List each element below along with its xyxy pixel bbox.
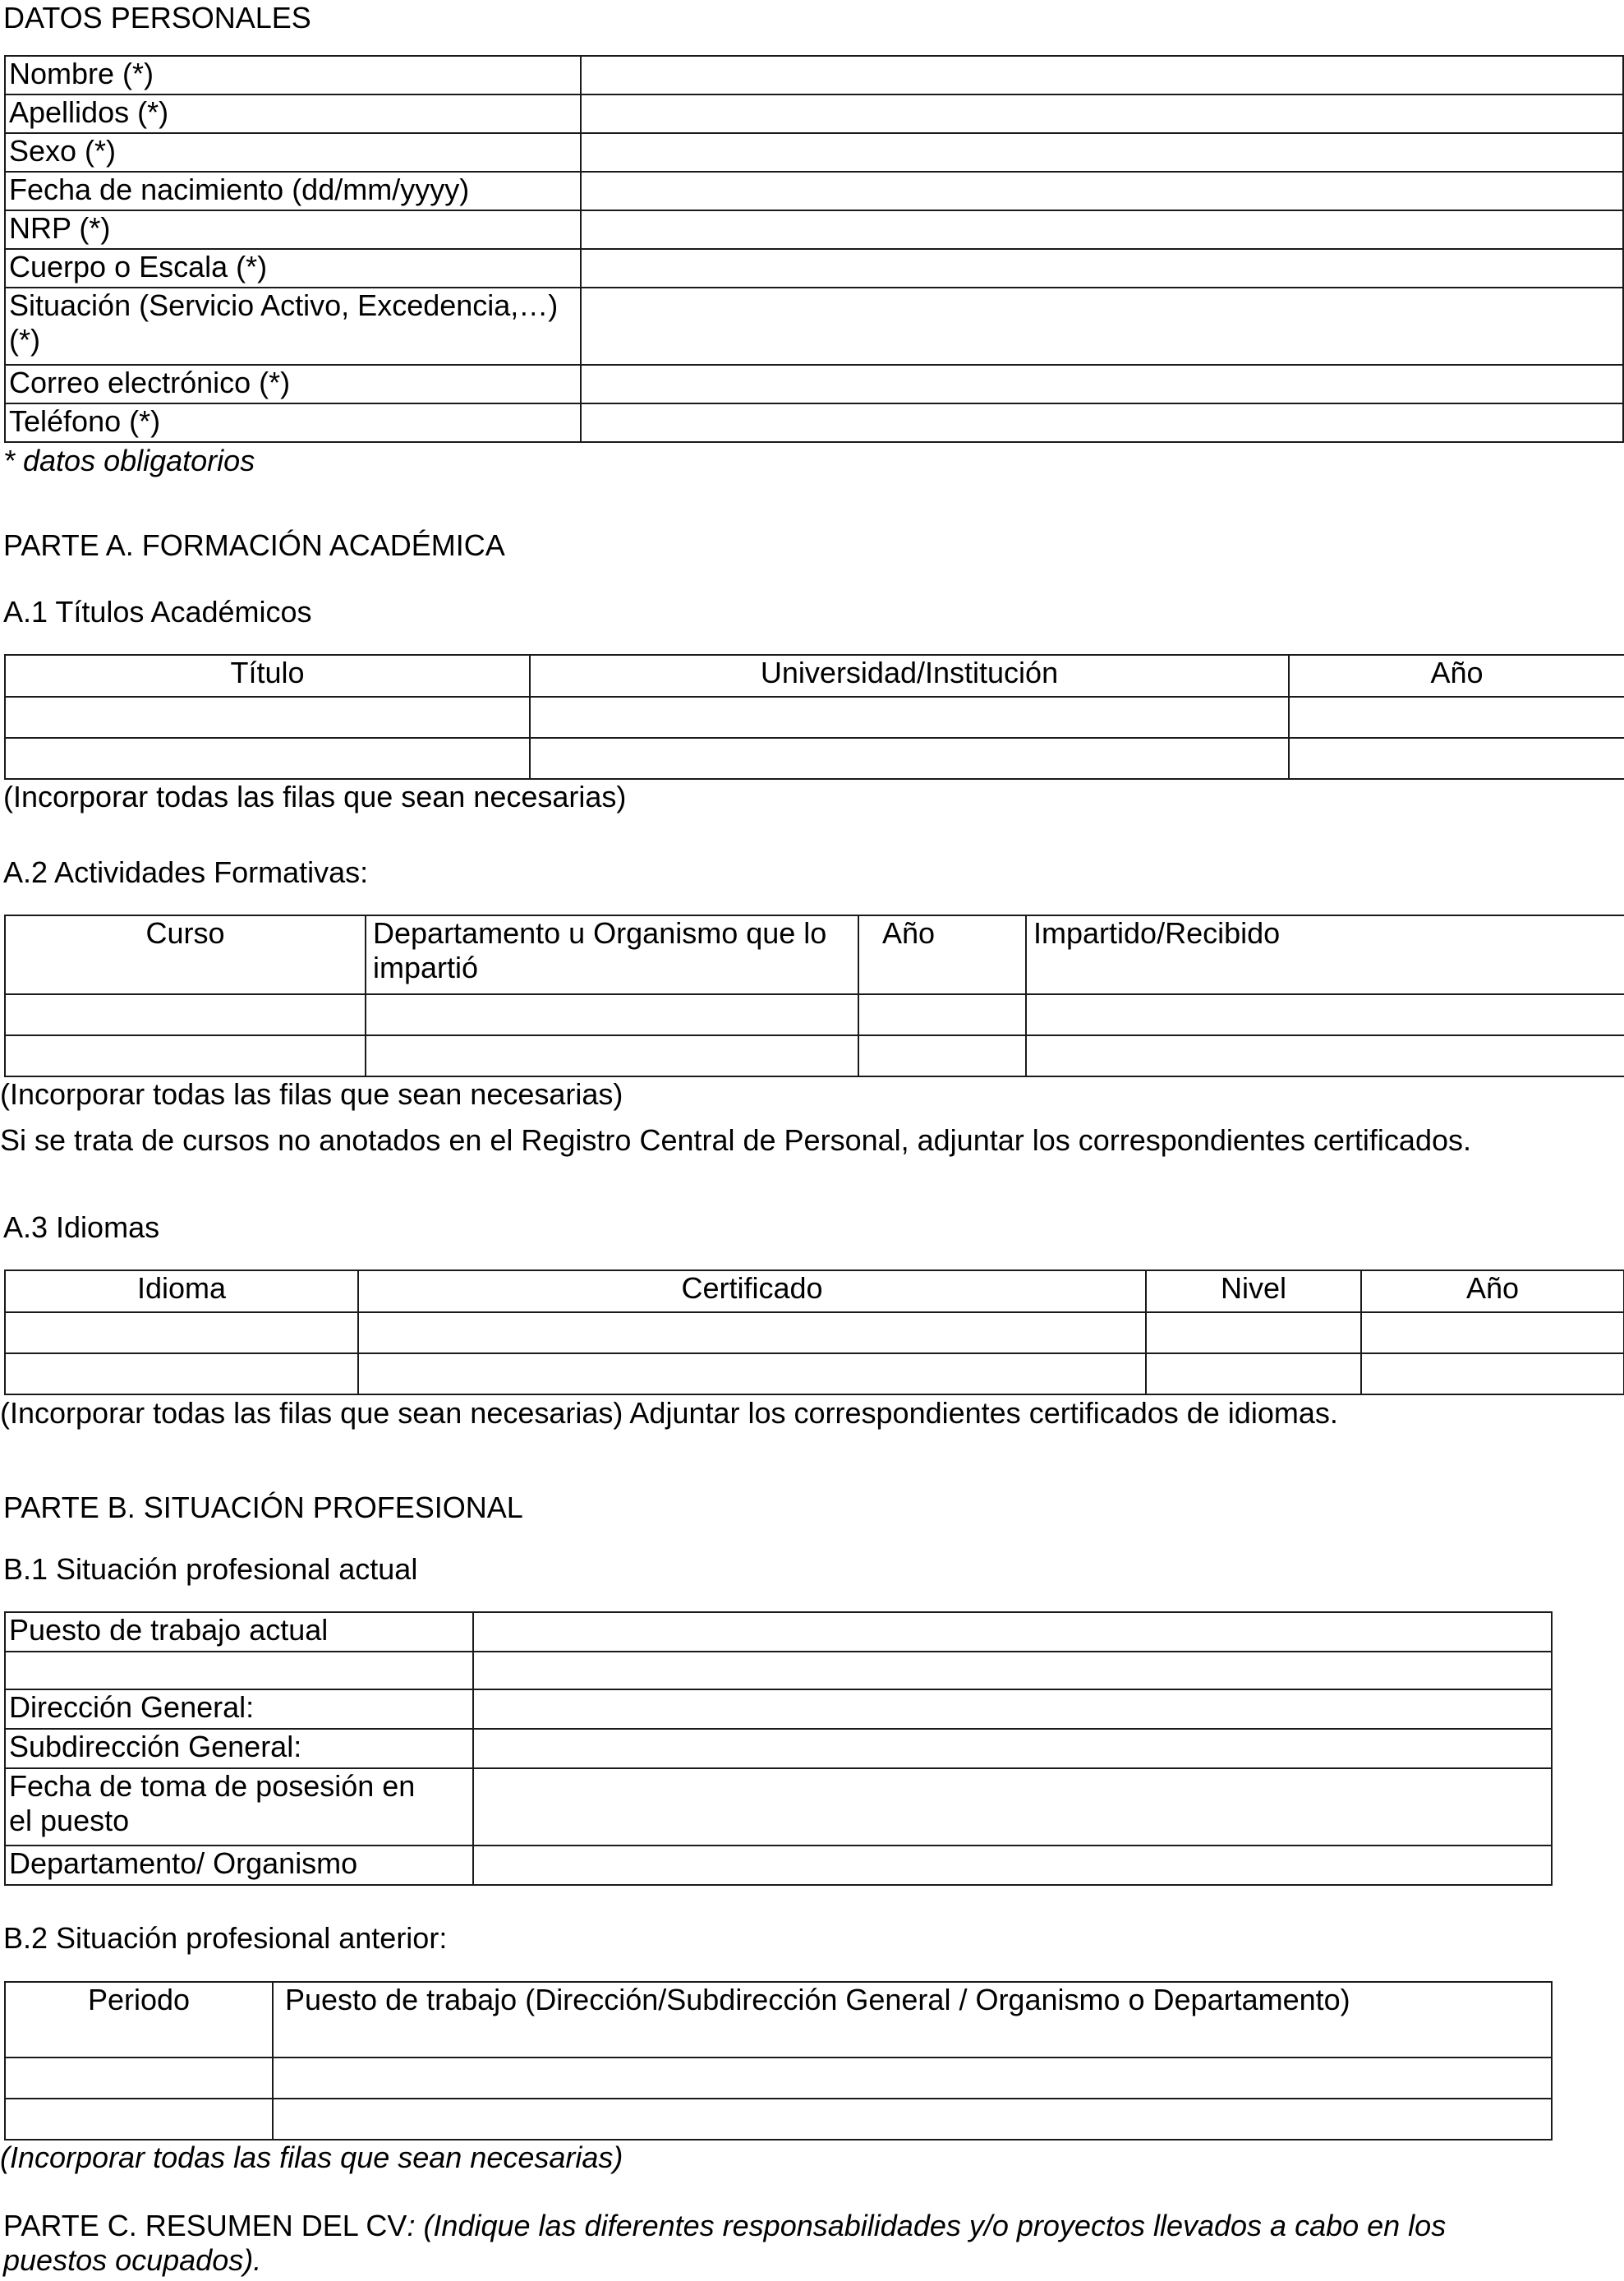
parte-a-heading: PARTE A. FORMACIÓN ACADÉMICA xyxy=(3,528,505,562)
field-label: Apellidos (*) xyxy=(5,94,581,133)
column-header: Año xyxy=(1361,1270,1624,1312)
table-cell[interactable] xyxy=(1146,1353,1361,1394)
parte-c-heading: PARTE C. RESUMEN DEL CV xyxy=(3,2209,407,2242)
table-cell[interactable] xyxy=(530,738,1289,779)
table-header-row xyxy=(5,915,1624,994)
field-value[interactable] xyxy=(473,1768,1552,1846)
table-cell[interactable] xyxy=(5,1353,358,1394)
datos-personales-heading: DATOS PERSONALES xyxy=(3,1,311,35)
table-cell[interactable] xyxy=(358,1312,1146,1353)
field-label: Fecha de toma de posesión en el puesto xyxy=(5,1768,473,1846)
situacion-anterior-note: (Incorporar todas las filas que sean necesarias) xyxy=(0,2140,623,2174)
situacion-actual-heading: B.1 Situación profesional actual xyxy=(3,1552,418,1586)
situacion-actual-table xyxy=(4,1611,1553,1886)
titulos-table xyxy=(4,654,1624,780)
column-header: Universidad/Institución xyxy=(530,655,1289,697)
parte-c-block xyxy=(3,2209,1548,2278)
field-label: Cuerpo o Escala (*) xyxy=(5,249,581,288)
table-cell[interactable] xyxy=(1026,1035,1624,1076)
situacion-anterior-heading: B.2 Situación profesional anterior: xyxy=(3,1921,448,1955)
table-cell[interactable] xyxy=(5,2058,273,2099)
field-label: Fecha de nacimiento (dd/mm/yyyy) xyxy=(5,172,581,210)
table-row xyxy=(5,365,1623,403)
field-value[interactable] xyxy=(581,133,1623,172)
table-cell[interactable] xyxy=(1361,1312,1624,1353)
table-cell[interactable] xyxy=(1289,697,1624,738)
table-row xyxy=(5,2099,1552,2140)
column-header: Puesto de trabajo (Dirección/Subdirección General / Organismo o Departamento) xyxy=(273,1982,1552,2058)
required-fields-note: * datos obligatorios xyxy=(3,444,255,477)
table-cell[interactable] xyxy=(5,697,530,738)
datos-personales-table xyxy=(4,55,1624,443)
table-cell[interactable] xyxy=(366,994,858,1035)
table-row xyxy=(5,1312,1624,1353)
field-value[interactable] xyxy=(473,1652,1552,1689)
column-header: Año xyxy=(1289,655,1624,697)
table-header-row xyxy=(5,1982,1552,2058)
table-header-row xyxy=(5,655,1624,697)
field-label: Teléfono (*) xyxy=(5,403,581,442)
table-cell[interactable] xyxy=(1289,738,1624,779)
field-label: Nombre (*) xyxy=(5,56,581,94)
parte-b-heading: PARTE B. SITUACIÓN PROFESIONAL xyxy=(3,1491,523,1524)
table-cell[interactable] xyxy=(358,1353,1146,1394)
table-row xyxy=(5,403,1623,442)
table-cell[interactable] xyxy=(5,738,530,779)
table-row xyxy=(5,738,1624,779)
column-header: Impartido/Recibido xyxy=(1026,915,1624,994)
field-label xyxy=(5,1652,473,1689)
table-cell[interactable] xyxy=(1026,994,1624,1035)
field-label: Situación (Servicio Activo, Excedencia,…) (*) xyxy=(5,288,581,365)
field-value[interactable] xyxy=(581,403,1623,442)
field-value[interactable] xyxy=(581,249,1623,288)
table-row xyxy=(5,133,1623,172)
idiomas-table xyxy=(4,1270,1624,1395)
column-header: Título xyxy=(5,655,530,697)
field-label: Subdirección General: xyxy=(5,1729,473,1768)
table-row xyxy=(5,1652,1552,1689)
field-value[interactable] xyxy=(473,1846,1552,1885)
titulos-heading: A.1 Títulos Académicos xyxy=(3,595,312,629)
table-cell[interactable] xyxy=(5,994,366,1035)
table-row xyxy=(5,1353,1624,1394)
column-header: Nivel xyxy=(1146,1270,1361,1312)
idiomas-note: (Incorporar todas las filas que sean necesarias) Adjuntar los correspondientes certificados de idiomas. xyxy=(0,1396,1338,1430)
table-row xyxy=(5,56,1623,94)
table-cell[interactable] xyxy=(5,2099,273,2140)
table-row xyxy=(5,94,1623,133)
table-cell[interactable] xyxy=(1146,1312,1361,1353)
titulos-note: (Incorporar todas las filas que sean necesarias) xyxy=(3,780,627,813)
field-value[interactable] xyxy=(581,210,1623,249)
table-cell[interactable] xyxy=(5,1312,358,1353)
table-row xyxy=(5,1729,1552,1768)
table-cell[interactable] xyxy=(858,1035,1026,1076)
table-row xyxy=(5,249,1623,288)
field-value[interactable] xyxy=(581,365,1623,403)
field-label: Puesto de trabajo actual xyxy=(5,1612,473,1652)
field-value[interactable] xyxy=(473,1729,1552,1768)
field-value[interactable] xyxy=(581,172,1623,210)
table-row xyxy=(5,1768,1552,1846)
table-cell[interactable] xyxy=(5,1035,366,1076)
table-row xyxy=(5,210,1623,249)
actividades-heading: A.2 Actividades Formativas: xyxy=(3,855,369,889)
field-label: Correo electrónico (*) xyxy=(5,365,581,403)
column-header: Certificado xyxy=(358,1270,1146,1312)
column-header: Periodo xyxy=(5,1982,273,2058)
table-row xyxy=(5,697,1624,738)
column-header: Curso xyxy=(5,915,366,994)
table-row xyxy=(5,288,1623,365)
situacion-anterior-table xyxy=(4,1981,1553,2140)
table-cell[interactable] xyxy=(273,2058,1552,2099)
actividades-extra-note: Si se trata de cursos no anotados en el Registro Central de Personal, adjuntar los correspondientes certificados. xyxy=(0,1123,1471,1157)
table-row xyxy=(5,1689,1552,1729)
table-row xyxy=(5,1846,1552,1885)
table-cell[interactable] xyxy=(858,994,1026,1035)
table-row xyxy=(5,1612,1552,1652)
field-label: Sexo (*) xyxy=(5,133,581,172)
table-row xyxy=(5,172,1623,210)
field-label: NRP (*) xyxy=(5,210,581,249)
field-label: Departamento/ Organismo xyxy=(5,1846,473,1885)
idiomas-heading: A.3 Idiomas xyxy=(3,1210,160,1244)
table-cell[interactable] xyxy=(530,697,1289,738)
column-header: Año xyxy=(858,915,1026,994)
table-header-row xyxy=(5,1270,1624,1312)
field-label: Dirección General: xyxy=(5,1689,473,1729)
table-row xyxy=(5,2058,1552,2099)
field-value[interactable] xyxy=(473,1689,1552,1729)
column-header: Idioma xyxy=(5,1270,358,1312)
field-value[interactable] xyxy=(581,56,1623,94)
table-cell[interactable] xyxy=(1361,1353,1624,1394)
table-row xyxy=(5,1035,1624,1076)
column-header: Departamento u Organismo que lo impartió xyxy=(366,915,858,994)
field-value[interactable] xyxy=(581,94,1623,133)
table-row xyxy=(5,994,1624,1035)
parte-c-instructions: : (Indique las diferentes responsabilidades y/o proyectos llevados a cabo en los puestos ocupados). xyxy=(3,2209,1447,2277)
field-value[interactable] xyxy=(473,1612,1552,1652)
table-cell[interactable] xyxy=(273,2099,1552,2140)
field-value[interactable] xyxy=(581,288,1623,365)
table-cell[interactable] xyxy=(366,1035,858,1076)
actividades-note: (Incorporar todas las filas que sean necesarias) xyxy=(0,1077,623,1111)
actividades-table xyxy=(4,915,1624,1077)
